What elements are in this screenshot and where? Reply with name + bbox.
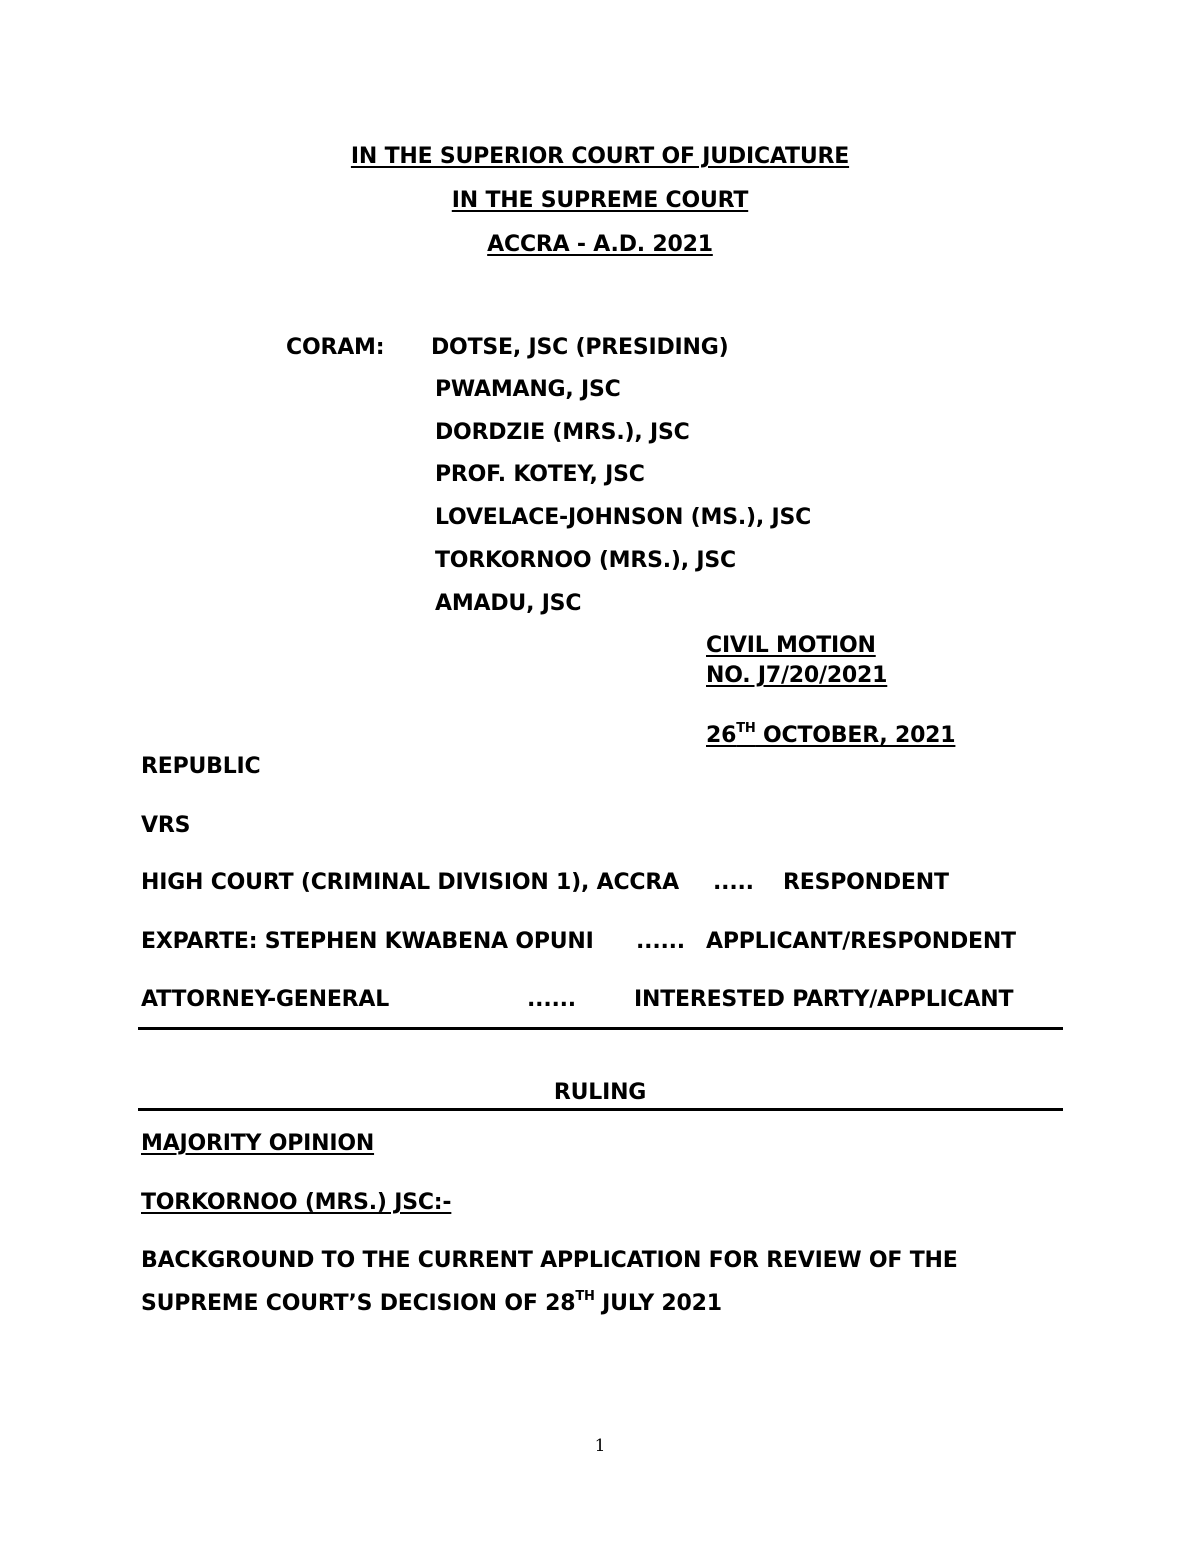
judge: LOVELACE-JOHNSON (MS.), JSC xyxy=(435,505,812,530)
ruling-title: RULING xyxy=(553,1080,647,1105)
horizontal-rule xyxy=(138,1027,1063,1030)
motion-type: CIVIL MOTION xyxy=(706,633,876,658)
page-number: 1 xyxy=(594,1436,606,1456)
judge: PROF. KOTEY, JSC xyxy=(435,462,645,487)
horizontal-rule xyxy=(138,1108,1063,1111)
judge-presiding: DOTSE, JSC (PRESIDING) xyxy=(431,335,729,360)
judge: DORDZIE (MRS.), JSC xyxy=(435,420,690,445)
party-name: EXPARTE: STEPHEN KWABENA OPUNI xyxy=(141,929,594,954)
section-heading-continued: SUPREME COURT’S DECISION OF 28TH JULY 2021 xyxy=(141,1289,722,1316)
majority-opinion-heading: MAJORITY OPINION xyxy=(141,1131,375,1156)
party-dots: ...... xyxy=(636,929,685,954)
court-subtitle: IN THE SUPREME COURT xyxy=(451,188,749,213)
party-role: RESPONDENT xyxy=(783,870,949,895)
section-heading: BACKGROUND TO THE CURRENT APPLICATION FOR REVIEW OF THE xyxy=(141,1248,958,1273)
versus: VRS xyxy=(141,813,191,838)
judge: PWAMANG, JSC xyxy=(435,377,621,402)
motion-number: NO. J7/20/2021 xyxy=(706,663,888,688)
court-title: IN THE SUPERIOR COURT OF JUDICATURE xyxy=(350,144,850,169)
coram-label: CORAM: xyxy=(286,335,385,360)
judge: TORKORNOO (MRS.), JSC xyxy=(435,548,736,573)
judge: AMADU, JSC xyxy=(435,591,582,616)
party-name: HIGH COURT (CRIMINAL DIVISION 1), ACCRA xyxy=(141,870,679,895)
party-dots: ..... xyxy=(713,870,754,895)
party-role: INTERESTED PARTY/APPLICANT xyxy=(634,987,1014,1012)
party-dots: ...... xyxy=(527,987,576,1012)
court-location-year: ACCRA - A.D. 2021 xyxy=(487,232,713,257)
party-republic: REPUBLIC xyxy=(141,754,261,779)
ruling-date: 26TH OCTOBER, 2021 xyxy=(706,721,956,748)
opinion-author: TORKORNOO (MRS.) JSC:- xyxy=(141,1190,452,1215)
party-role: APPLICANT/RESPONDENT xyxy=(706,929,1016,954)
party-name: ATTORNEY-GENERAL xyxy=(141,987,390,1012)
